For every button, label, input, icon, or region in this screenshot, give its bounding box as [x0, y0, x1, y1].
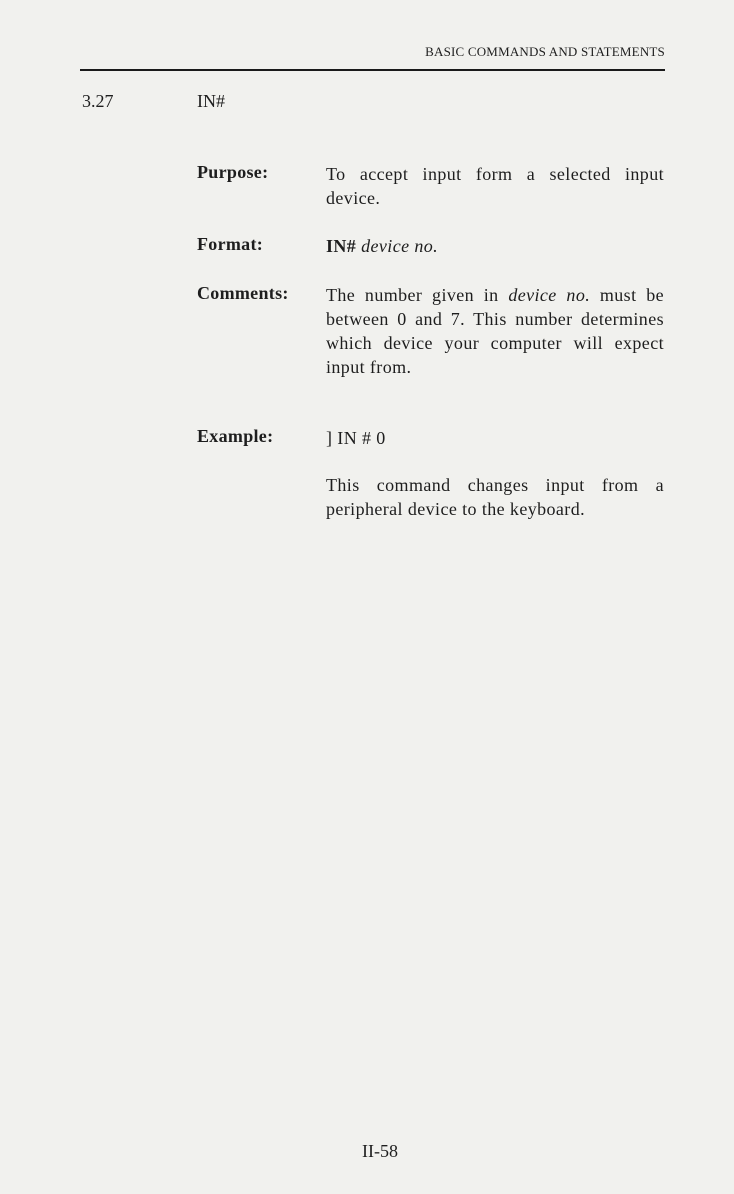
example-code: ] IN # 0 [326, 428, 386, 448]
header-rule [80, 69, 665, 71]
comments-text [326, 283, 664, 379]
comments-text-after: must be between 0 and 7. This number determines which device your computer will expect input from. [326, 285, 665, 377]
format-label: Format: [197, 234, 264, 254]
comments-text-before: The number given in [326, 285, 499, 305]
comments-argument: device no. [508, 285, 591, 305]
running-header: BASIC COMMANDS AND STATEMENTS [425, 44, 665, 59]
example-explanation: This command changes input from a peripheral device to the keyboard. [326, 475, 664, 519]
purpose-label: Purpose: [197, 162, 269, 182]
page-number: II-58 [362, 1141, 398, 1161]
example-label: Example: [197, 426, 274, 446]
purpose-text: To accept input form a selected input device. [326, 164, 664, 208]
section-title: IN# [197, 91, 225, 111]
comments-label: Comments: [197, 283, 289, 303]
format-command: IN# [326, 236, 357, 256]
format-argument: device no. [361, 236, 439, 256]
format-syntax [326, 234, 664, 258]
section-number: 3.27 [82, 91, 114, 111]
